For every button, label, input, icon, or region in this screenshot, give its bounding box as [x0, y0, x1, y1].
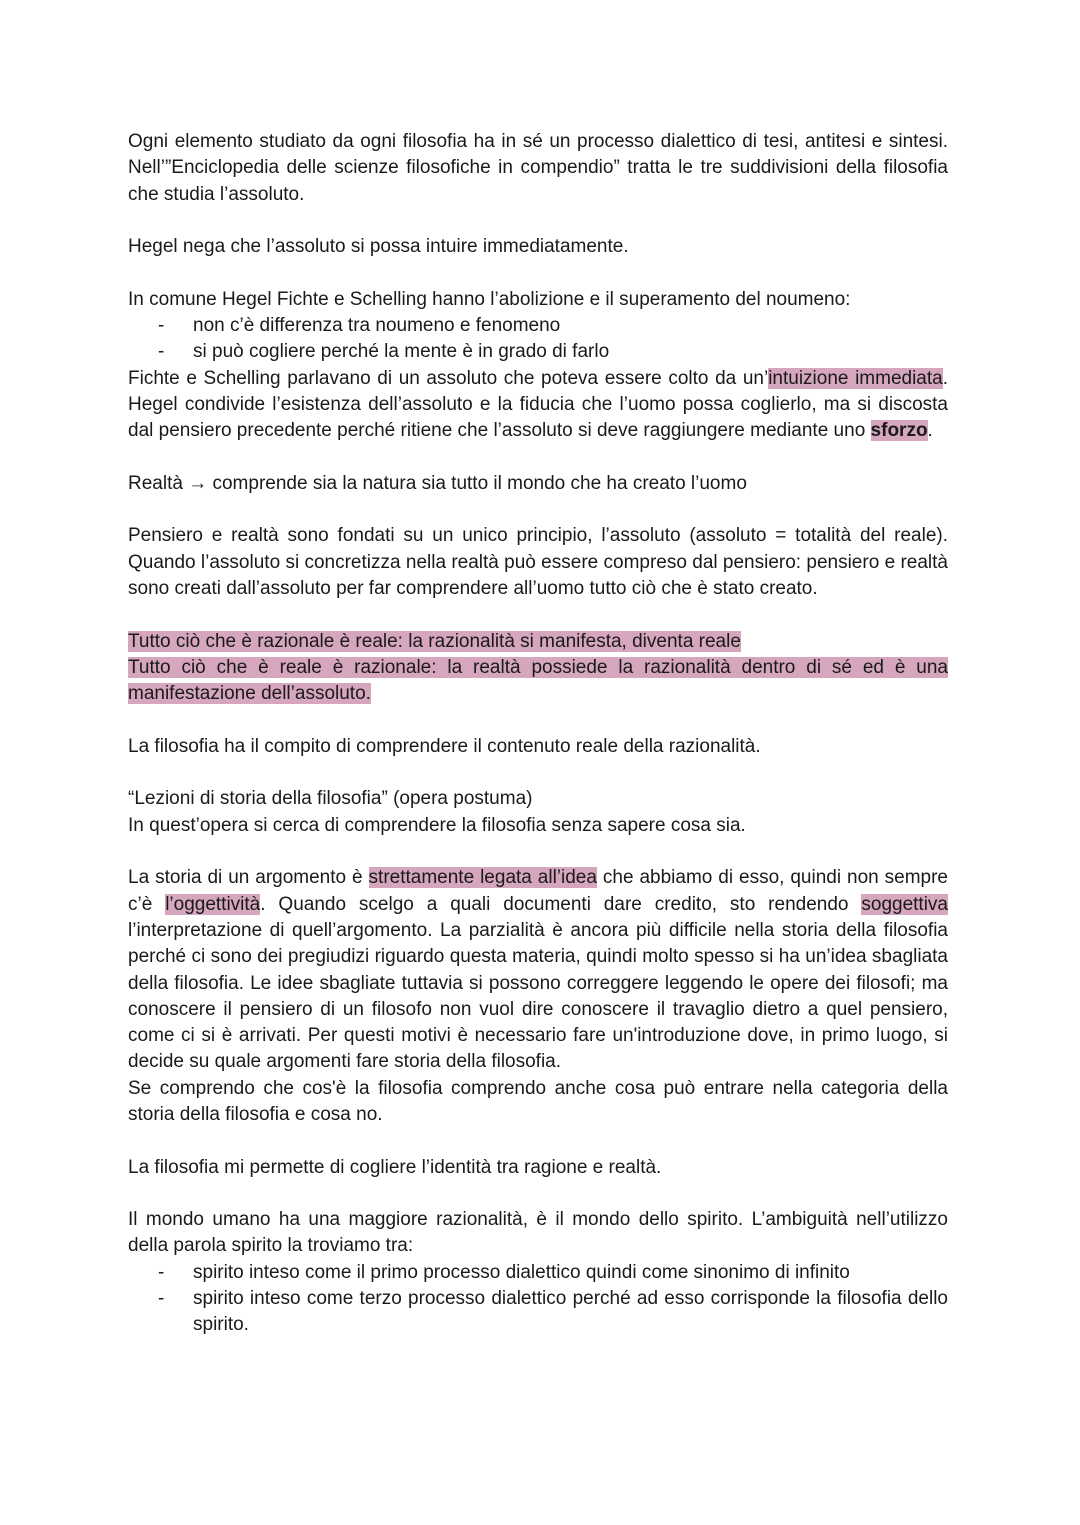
highlighted-text: intuizione immediata: [768, 367, 943, 389]
bullet-list: [128, 1260, 948, 1339]
text: .: [927, 420, 933, 442]
list-item: - spirito inteso come terzo processo dialettico perché ad esso corrisponde la filosofia dello spirito.: [128, 1286, 948, 1339]
paragraph: In comune Hegel Fichte e Schelling hanno l’abolizione e il superamento del noumeno:: [128, 288, 851, 310]
text: che abbiamo di esso, quindi non sempre c’è: [128, 867, 948, 915]
document-page: [128, 129, 948, 1339]
list-item: - spirito inteso come il primo processo dialettico quindi come sinonimo di infinito: [128, 1260, 948, 1286]
list-item: - si può cogliere perché la mente è in grado di farlo: [128, 339, 948, 365]
bold-highlighted-text: sforzo: [870, 420, 928, 442]
paragraph: Il mondo umano ha una maggiore razionalità, è il mondo dello spirito. L’ambiguità nell’utilizzo della parola spirito la troviamo tra:: [128, 1209, 948, 1257]
paragraph: In quest’opera si cerca di comprendere la filosofia senza sapere cosa sia.: [128, 814, 746, 836]
highlighted-text: strettamente legata all’idea: [368, 867, 597, 889]
paragraph: Hegel nega che l’assoluto si possa intuire immediatamente.: [128, 236, 629, 258]
paragraph: [128, 629, 948, 655]
paragraph: La filosofia ha il compito di comprendere il contenuto reale della razionalità.: [128, 735, 761, 757]
paragraph: Ogni elemento studiato da ogni filosofia ha in sé un processo dialettico di tesi, antitesi e sintesi. Nell’”Enciclopedia delle scienze filosofiche in compendio” tratta le tre suddivisioni della filosofia che studia l’assoluto.: [128, 131, 948, 205]
paragraph: [128, 865, 948, 1075]
text: Fichte e Schelling parlavano di un assoluto che poteva essere colto da un’: [128, 367, 769, 389]
highlighted-text: soggettiva: [861, 893, 948, 915]
paragraph: Pensiero e realtà sono fondati su un unico principio, l’assoluto (assoluto = totalità del reale). Quando l’assoluto si concretizza nella realtà può essere compreso dal pensiero: pensiero e realtà sono creati dall’assoluto per far comprendere all’uomo tutto ciò che è stato creato.: [128, 525, 948, 600]
highlighted-text: Tutto ciò che è razionale è reale: la razionalità si manifesta, diventa reale: [128, 630, 741, 652]
paragraph: [128, 655, 948, 708]
text: l’interpretazione di quell’argomento. La parzialità è ancora più difficile nella storia della filosofia perché ci sono dei pregiudizi riguardo questa materia, quindi molto spesso si ha un’idea sbagliata della filosofia. Le idee sbagliate tuttavia si possono correggere leggendo le opere dei filosofi; ma conoscere il pensiero di un filosofo non vuol dire conoscere il travaglio dietro a quel pensiero, come ci si è arrivati. Per questi motivi è necessario fare un'introduzione dove, in primo luogo, si decide su quale argomenti fare storia della filosofia.: [128, 919, 948, 1073]
highlighted-text: l’oggettività: [165, 893, 261, 915]
paragraph: La filosofia mi permette di cogliere l’identità tra ragione e realtà.: [128, 1156, 662, 1178]
paragraph: Realtà → comprende sia la natura sia tutto il mondo che ha creato l’uomo: [128, 472, 747, 494]
bullet-list: [128, 313, 948, 366]
paragraph: [128, 366, 948, 445]
text: . Quando scelgo a quali documenti dare credito, sto rendendo: [260, 893, 862, 915]
paragraph: “Lezioni di storia della filosofia” (opera postuma): [128, 788, 533, 810]
text: . Hegel condivide l’esistenza dell’assoluto e la fiducia che l’uomo possa coglierlo, ma si discosta dal pensiero precedente perché ritiene che l’assoluto si deve raggiungere mediante uno: [128, 367, 948, 442]
paragraph: Se comprendo che cos'è la filosofia comprendo anche cosa può entrare nella categoria della storia della filosofia e cosa no.: [128, 1077, 948, 1125]
text: La storia di un argomento è: [128, 867, 369, 889]
highlighted-text: Tutto ciò che è reale è razionale: la realtà possiede la razionalità dentro di sé ed è una manifestazione dell’assoluto.: [128, 656, 948, 705]
list-item: - non c’è differenza tra noumeno e fenomeno: [128, 313, 948, 339]
